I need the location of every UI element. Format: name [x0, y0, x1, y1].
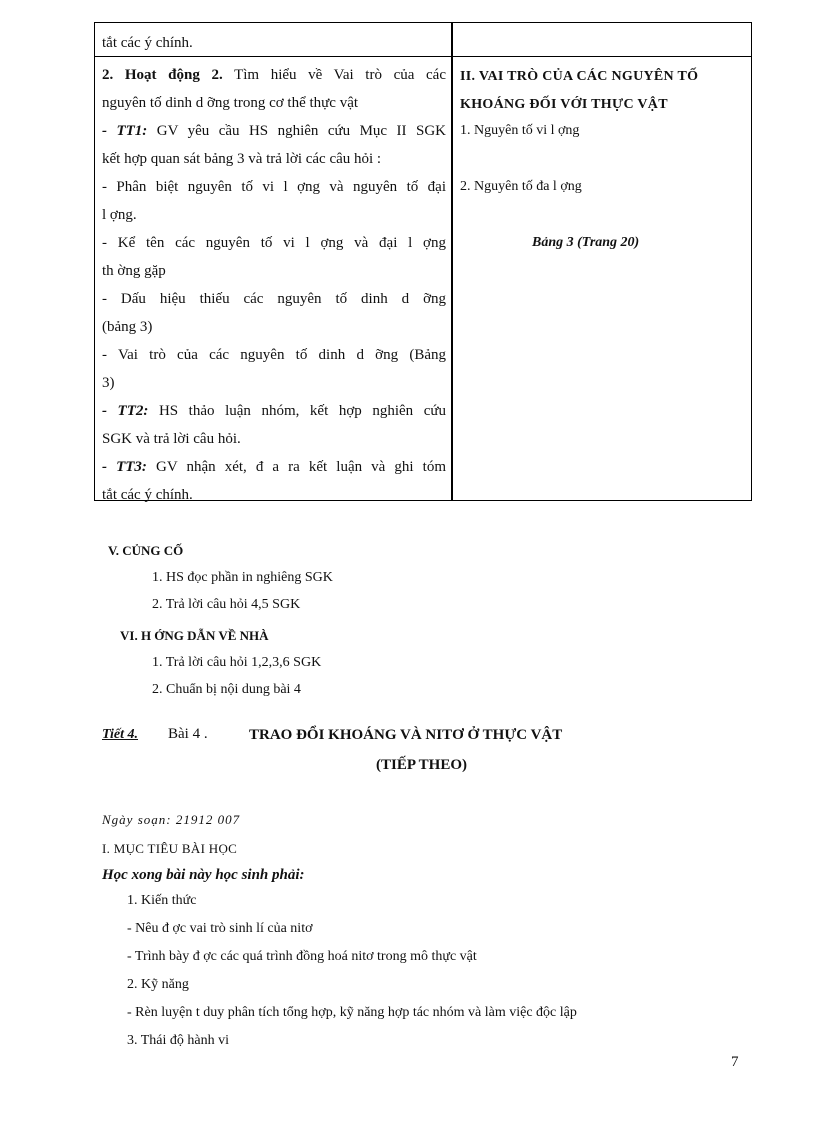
objectives-subtitle: Học xong bài này học sinh phải:: [102, 867, 305, 883]
objectives-title: I. MỤC TIÊU BÀI HỌC: [102, 841, 238, 856]
table-border-right: [751, 22, 752, 501]
lesson-bai: Bài 4 .: [168, 726, 208, 742]
section-ii-title-cont: KHOÁNG ĐỐI VỚI THỰC VẬT: [460, 97, 668, 112]
table-border-row: [94, 56, 752, 57]
objective-line: - Nêu đ ợc vai trò sinh lí của nitơ: [127, 921, 313, 936]
objective-line: - Rèn luyện t duy phân tích tổng hợp, kỹ năng hợp tác nhóm và làm việc độc lập: [127, 1005, 577, 1020]
section-ii-title: II. VAI TRÒ CỦA CÁC NGUYÊN TỐ: [460, 69, 699, 84]
question-3: - Dấu hiệu thiếu các nguyên tố dinh d ỡng: [102, 291, 446, 307]
lesson-subtitle: (TIẾP THEO): [376, 757, 467, 773]
section-v-item-2: 2. Trả lời câu hỏi 4,5 SGK: [152, 597, 301, 612]
question-4: - Vai trò của các nguyên tố dinh d ỡng (Bảng: [102, 347, 446, 363]
section-vi-title: VI. H ỚNG DẪN VỀ NHÀ: [120, 628, 269, 643]
prep-date: Ngày soạn: 21912 007: [102, 812, 241, 827]
tt1-line: - TT1: GV yêu cầu HS nghiên cứu Mục II SGK: [102, 123, 446, 139]
micro-element-item: 1. Nguyên tố vi l ợng: [460, 123, 580, 138]
section-v-title: V. CỦNG CỐ: [108, 543, 184, 558]
table-reference: Bảng 3 (Trang 20): [532, 235, 640, 250]
question-1-cont: l ợng.: [102, 207, 137, 223]
tt3-cont: tắt các ý chính.: [102, 487, 193, 503]
tt2-cont: SGK và trả lời câu hỏi.: [102, 431, 241, 447]
tt3-line: - TT3: GV nhận xét, đ a ra kết luận và ghi tóm: [102, 459, 446, 475]
top-row-text: tắt các ý chính.: [102, 35, 193, 51]
section-v-item-1: 1. HS đọc phần in nghiêng SGK: [152, 570, 333, 585]
question-2: - Kể tên các nguyên tố vi l ợng và đại l ợng: [102, 235, 446, 251]
table-border-left: [94, 22, 95, 501]
page-number: 7: [731, 1054, 739, 1070]
question-2-cont: th ờng gặp: [102, 263, 166, 279]
objective-knowledge: 1. Kiến thức: [127, 893, 197, 908]
lesson-number: Tiết 4.: [102, 727, 139, 742]
objective-attitude: 3. Thái độ hành vi: [127, 1033, 230, 1048]
macro-element-item: 2. Nguyên tố đa l ợng: [460, 179, 582, 194]
objective-line: - Trình bày đ ợc các quá trình đồng hoá nitơ trong mô thực vật: [127, 949, 477, 964]
section-vi-item-1: 1. Trả lời câu hỏi 1,2,3,6 SGK: [152, 655, 322, 670]
table-border-top: [94, 22, 752, 23]
objective-skills: 2. Kỹ năng: [127, 977, 189, 992]
tt1-cont: kết hợp quan sát bảng 3 và trả lời các câu hỏi :: [102, 151, 382, 167]
question-4-cont: 3): [102, 375, 115, 391]
table-divider: [451, 22, 453, 501]
activity-heading: 2. Hoạt động 2. Tìm hiểu về Vai trò của các: [102, 67, 446, 83]
section-vi-item-2: 2. Chuẩn bị nội dung bài 4: [152, 682, 301, 697]
question-3-cont: (bảng 3): [102, 319, 153, 335]
activity-heading-cont: nguyên tố dinh d ỡng trong cơ thể thực vật: [102, 95, 359, 111]
tt2-line: - TT2: HS thảo luận nhóm, kết hợp nghiên cứu: [102, 403, 446, 419]
question-1: - Phân biệt nguyên tố vi l ợng và nguyên tố đại: [102, 179, 446, 195]
lesson-title: TRAO ĐỔI KHOÁNG VÀ NITƠ Ở THỰC VẬT: [249, 727, 563, 743]
